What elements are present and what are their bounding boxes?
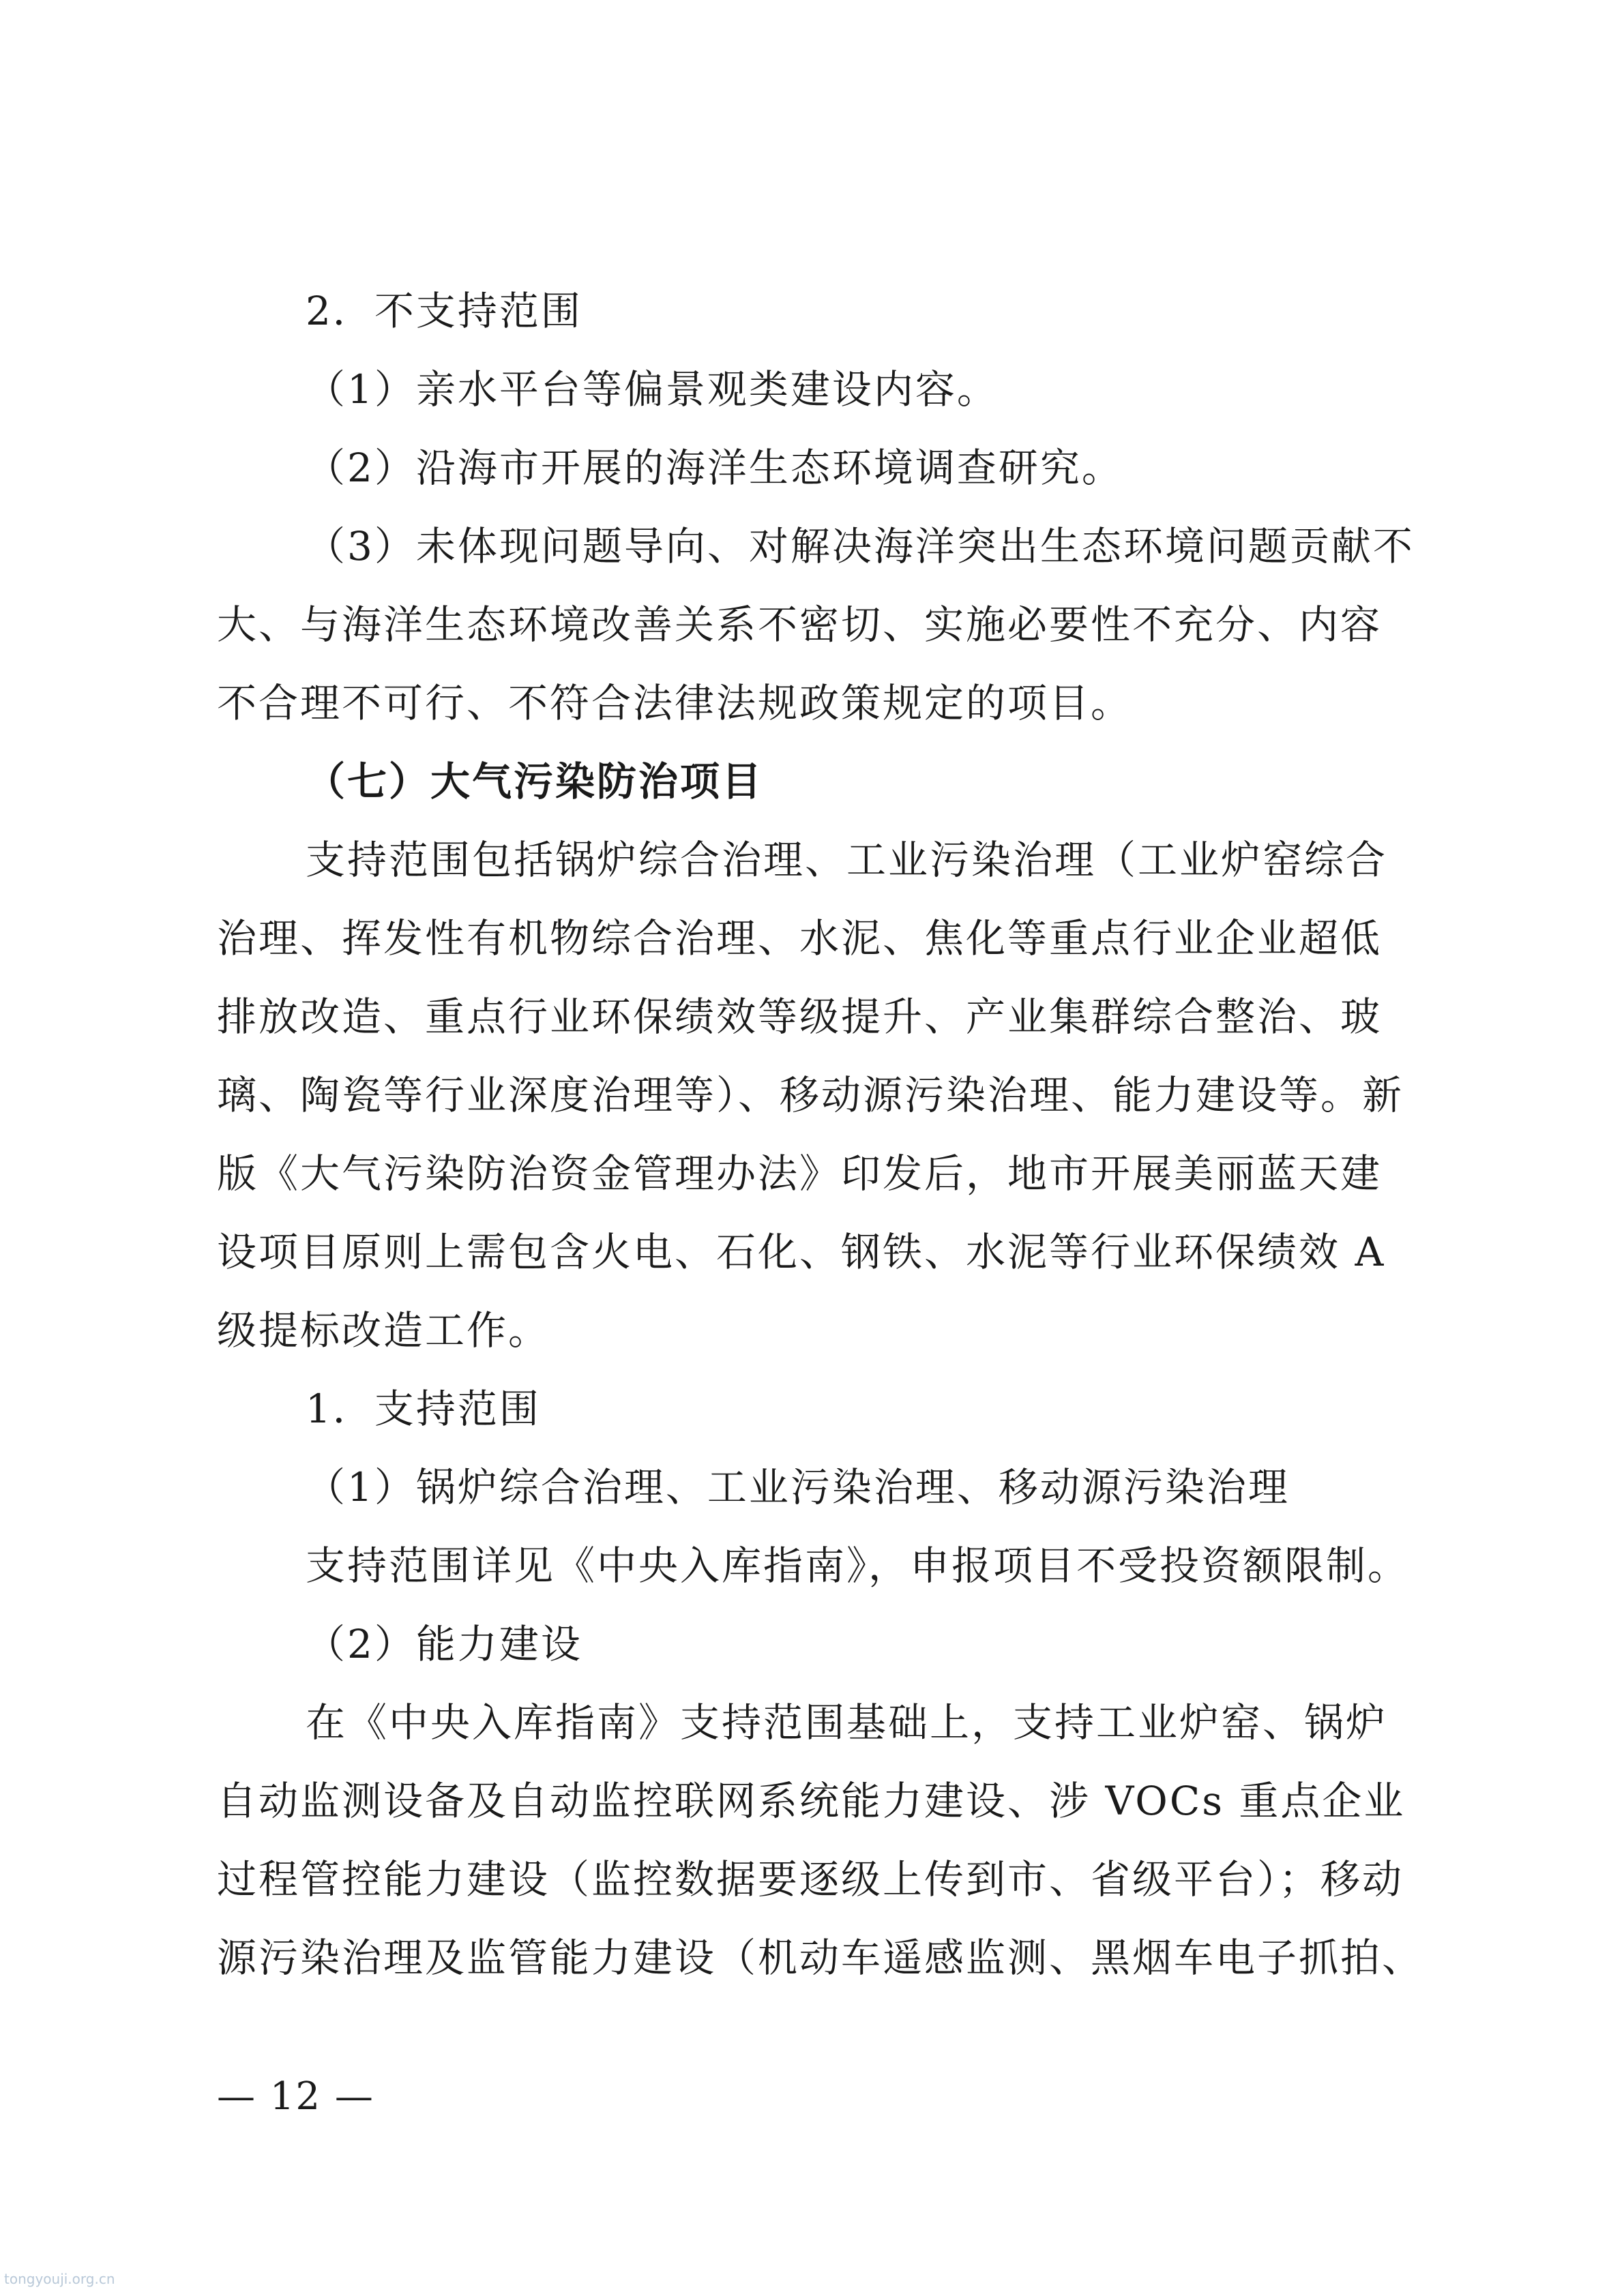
paragraph-line: 治理、挥发性有机物综合治理、水泥、焦化等重点行业企业超低 — [217, 915, 1383, 961]
subheading-not-supported: 2．不支持范围 — [306, 288, 582, 334]
paragraph-line: 在《中央入库指南》支持范围基础上，支持工业炉窑、锅炉 — [306, 1699, 1388, 1746]
paragraph-line: 璃、陶瓷等行业深度治理等）、移动源污染治理、能力建设等。新 — [217, 1072, 1404, 1118]
page-number: — 12 — — [217, 2074, 374, 2119]
paragraph-line: 不合理不可行、不符合法律法规政策规定的项目。 — [217, 680, 1133, 726]
paragraph-line: 级提标改造工作。 — [217, 1307, 550, 1354]
paragraph-line: 支持范围详见《中央入库指南》，申报项目不受投资额限制。 — [306, 1542, 1410, 1589]
paragraph-line: 设项目原则上需包含火电、石化、钢铁、水泥等行业环保绩效 A — [217, 1229, 1386, 1275]
subheading-supported: 1．支持范围 — [306, 1386, 541, 1432]
list-item: （1）锅炉综合治理、工业污染治理、移动源污染治理 — [306, 1464, 1290, 1510]
watermark: tongyouji.org.cn — [4, 2271, 115, 2287]
paragraph-line: 大、与海洋生态环境改善关系不密切、实施必要性不充分、内容 — [217, 601, 1383, 648]
paragraph-line: 过程管控能力建设（监控数据要逐级上传到市、省级平台）；移动 — [217, 1856, 1404, 1903]
paragraph-line: 排放改造、重点行业环保绩效等级提升、产业集群综合整治、玻 — [217, 994, 1383, 1040]
section-heading: （七）大气污染防治项目 — [306, 758, 764, 805]
list-item: （3）未体现问题导向、对解决海洋突出生态环境问题贡献不 — [306, 523, 1415, 569]
paragraph-line: 支持范围包括锅炉综合治理、工业污染治理（工业炉窑综合 — [306, 837, 1388, 883]
list-item: （2）沿海市开展的海洋生态环境调查研究。 — [306, 445, 1123, 491]
list-item: （1）亲水平台等偏景观类建设内容。 — [306, 366, 999, 413]
paragraph-line: 版《大气污染防治资金管理办法》印发后，地市开展美丽蓝天建 — [217, 1150, 1383, 1197]
paragraph-line: 源污染治理及监管能力建设（机动车遥感监测、黑烟车电子抓拍、 — [217, 1935, 1424, 1981]
list-item: （2）能力建设 — [306, 1621, 582, 1667]
paragraph-line: 自动监测设备及自动监控联网系统能力建设、涉 VOCs 重点企业 — [217, 1778, 1406, 1824]
